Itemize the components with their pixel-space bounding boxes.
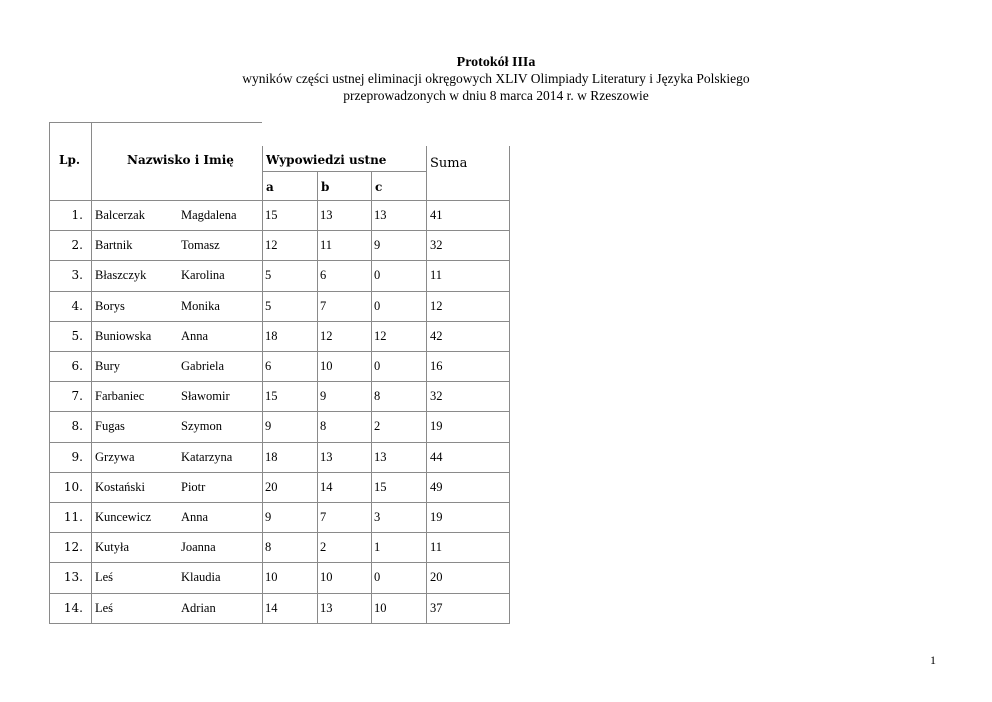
row-lp: 5. bbox=[71, 328, 83, 343]
row-divider bbox=[49, 321, 510, 322]
row-score-a: 18 bbox=[265, 449, 278, 464]
row-score-b: 6 bbox=[320, 268, 327, 283]
row-score-c: 8 bbox=[374, 389, 381, 404]
document-subtitle: wyników części ustnej eliminacji okręgowych XLIV Olimpiady Literatury i Języka Polskiego bbox=[242, 71, 750, 86]
row-surname: Kuncewicz bbox=[95, 510, 152, 524]
row-firstname: Karolina bbox=[181, 268, 225, 283]
row-surname: Leś bbox=[95, 570, 114, 585]
header-oral-responses: Wypowiedzi ustne bbox=[266, 153, 387, 167]
page-number: 1 bbox=[930, 653, 936, 667]
row-divider bbox=[49, 623, 510, 624]
lp-column-border bbox=[91, 122, 92, 623]
row-divider bbox=[49, 502, 510, 503]
row-firstname: Katarzyna bbox=[181, 449, 233, 464]
header-name: Nazwisko i Imię bbox=[127, 153, 234, 167]
header-a: a bbox=[266, 180, 274, 194]
row-divider bbox=[49, 562, 510, 563]
row-score-a: 15 bbox=[265, 389, 278, 404]
row-firstname: Szymon bbox=[181, 419, 222, 434]
row-score-c: 3 bbox=[374, 510, 381, 524]
row-sum: 42 bbox=[430, 328, 443, 343]
row-firstname: Sławomir bbox=[181, 389, 230, 404]
row-score-b: 13 bbox=[320, 600, 333, 615]
row-score-a: 10 bbox=[265, 570, 278, 585]
row-lp: 2. bbox=[71, 238, 83, 253]
row-score-b: 13 bbox=[320, 449, 333, 464]
row-divider bbox=[49, 472, 510, 473]
row-score-a: 18 bbox=[265, 328, 278, 343]
row-lp: 10. bbox=[63, 479, 83, 494]
row-score-b: 2 bbox=[320, 540, 327, 555]
row-sum: 11 bbox=[430, 268, 443, 283]
row-sum: 19 bbox=[430, 510, 443, 524]
row-sum: 49 bbox=[430, 479, 443, 494]
row-surname: Bury bbox=[95, 359, 120, 373]
row-firstname: Adrian bbox=[181, 600, 216, 615]
row-score-c: 13 bbox=[374, 208, 387, 222]
row-firstname: Tomasz bbox=[181, 238, 220, 253]
header-b: b bbox=[321, 180, 330, 194]
row-score-c: 1 bbox=[374, 540, 381, 555]
row-surname: Borys bbox=[95, 298, 125, 313]
header-sum: Suma bbox=[430, 156, 468, 171]
row-sum: 32 bbox=[430, 238, 443, 253]
row-score-c: 0 bbox=[374, 570, 381, 585]
row-sum: 20 bbox=[430, 570, 443, 585]
table-top-border bbox=[49, 122, 262, 123]
row-lp: 9. bbox=[71, 449, 83, 464]
row-surname: Bartnik bbox=[95, 238, 133, 253]
row-score-a: 5 bbox=[265, 268, 272, 283]
row-divider bbox=[49, 411, 510, 412]
row-score-a: 15 bbox=[265, 208, 278, 222]
row-score-a: 5 bbox=[265, 298, 272, 313]
row-score-b: 7 bbox=[320, 510, 327, 524]
row-score-b: 13 bbox=[320, 208, 333, 222]
row-score-c: 12 bbox=[374, 328, 387, 343]
row-score-a: 20 bbox=[265, 479, 278, 494]
row-score-b: 7 bbox=[320, 298, 327, 313]
row-score-a: 9 bbox=[265, 419, 272, 434]
row-surname: Grzywa bbox=[95, 449, 135, 464]
row-divider bbox=[49, 442, 510, 443]
row-sum: 44 bbox=[430, 449, 443, 464]
row-score-b: 10 bbox=[320, 359, 333, 373]
row-score-c: 0 bbox=[374, 298, 381, 313]
row-divider bbox=[49, 230, 510, 231]
row-firstname: Anna bbox=[181, 510, 209, 524]
header-bottom-border bbox=[49, 200, 510, 201]
right-border bbox=[509, 146, 510, 623]
row-score-c: 0 bbox=[374, 268, 381, 283]
row-divider bbox=[49, 381, 510, 382]
row-firstname: Piotr bbox=[181, 479, 206, 494]
row-sum: 16 bbox=[430, 359, 443, 373]
row-surname: Balcerzak bbox=[95, 208, 145, 222]
header-lp: Lp. bbox=[59, 153, 81, 167]
row-score-b: 8 bbox=[320, 419, 327, 434]
document-subtitle-date: przeprowadzonych w dniu 8 marca 2014 r. w Rzeszowie bbox=[343, 88, 649, 103]
row-firstname: Monika bbox=[181, 298, 220, 313]
row-surname: Kutyła bbox=[95, 540, 130, 555]
row-divider bbox=[49, 532, 510, 533]
row-score-c: 0 bbox=[374, 359, 381, 373]
row-surname: Farbaniec bbox=[95, 389, 145, 404]
row-lp: 1. bbox=[71, 208, 83, 222]
header-c: c bbox=[375, 180, 383, 194]
row-score-c: 2 bbox=[374, 419, 381, 434]
row-sum: 11 bbox=[430, 540, 443, 555]
row-firstname: Anna bbox=[181, 328, 209, 343]
subheader-divider bbox=[262, 171, 426, 172]
row-score-a: 8 bbox=[265, 540, 272, 555]
row-lp: 11. bbox=[63, 510, 83, 524]
row-score-b: 11 bbox=[320, 238, 333, 253]
row-lp: 14. bbox=[63, 600, 83, 615]
row-score-a: 12 bbox=[265, 238, 278, 253]
name-column-border bbox=[262, 146, 263, 623]
row-sum: 19 bbox=[430, 419, 443, 434]
row-score-a: 6 bbox=[265, 359, 272, 373]
row-firstname: Gabriela bbox=[181, 359, 225, 373]
row-sum: 32 bbox=[430, 389, 443, 404]
row-score-b: 14 bbox=[320, 479, 333, 494]
row-lp: 7. bbox=[71, 389, 83, 404]
row-lp: 4. bbox=[71, 298, 83, 313]
row-lp: 3. bbox=[71, 268, 83, 283]
row-lp: 12. bbox=[63, 540, 83, 555]
row-lp: 6. bbox=[71, 359, 83, 373]
row-sum: 12 bbox=[430, 298, 443, 313]
a-column-border bbox=[317, 171, 318, 623]
row-score-a: 9 bbox=[265, 510, 272, 524]
document-title: Protokół IIIa bbox=[456, 55, 536, 70]
row-score-b: 10 bbox=[320, 570, 333, 585]
row-score-b: 9 bbox=[320, 389, 327, 404]
row-lp: 13. bbox=[63, 570, 83, 585]
row-divider bbox=[49, 291, 510, 292]
row-firstname: Magdalena bbox=[181, 208, 237, 222]
row-sum: 41 bbox=[430, 208, 443, 222]
row-score-b: 12 bbox=[320, 328, 333, 343]
row-score-c: 13 bbox=[374, 449, 387, 464]
b-column-border bbox=[371, 171, 372, 623]
row-surname: Leś bbox=[95, 600, 114, 615]
row-surname: Fugas bbox=[95, 419, 125, 434]
row-firstname: Klaudia bbox=[181, 570, 221, 585]
oral-column-border bbox=[426, 146, 427, 623]
row-divider bbox=[49, 260, 510, 261]
row-score-c: 10 bbox=[374, 600, 387, 615]
row-score-a: 14 bbox=[265, 600, 278, 615]
row-score-c: 15 bbox=[374, 479, 387, 494]
row-surname: Błaszczyk bbox=[95, 268, 147, 283]
row-lp: 8. bbox=[71, 419, 83, 434]
row-surname: Buniowska bbox=[95, 328, 152, 343]
row-score-c: 9 bbox=[374, 238, 381, 253]
row-firstname: Joanna bbox=[181, 540, 216, 555]
row-divider bbox=[49, 593, 510, 594]
row-sum: 37 bbox=[430, 600, 443, 615]
row-divider bbox=[49, 351, 510, 352]
row-surname: Kostański bbox=[95, 479, 145, 494]
